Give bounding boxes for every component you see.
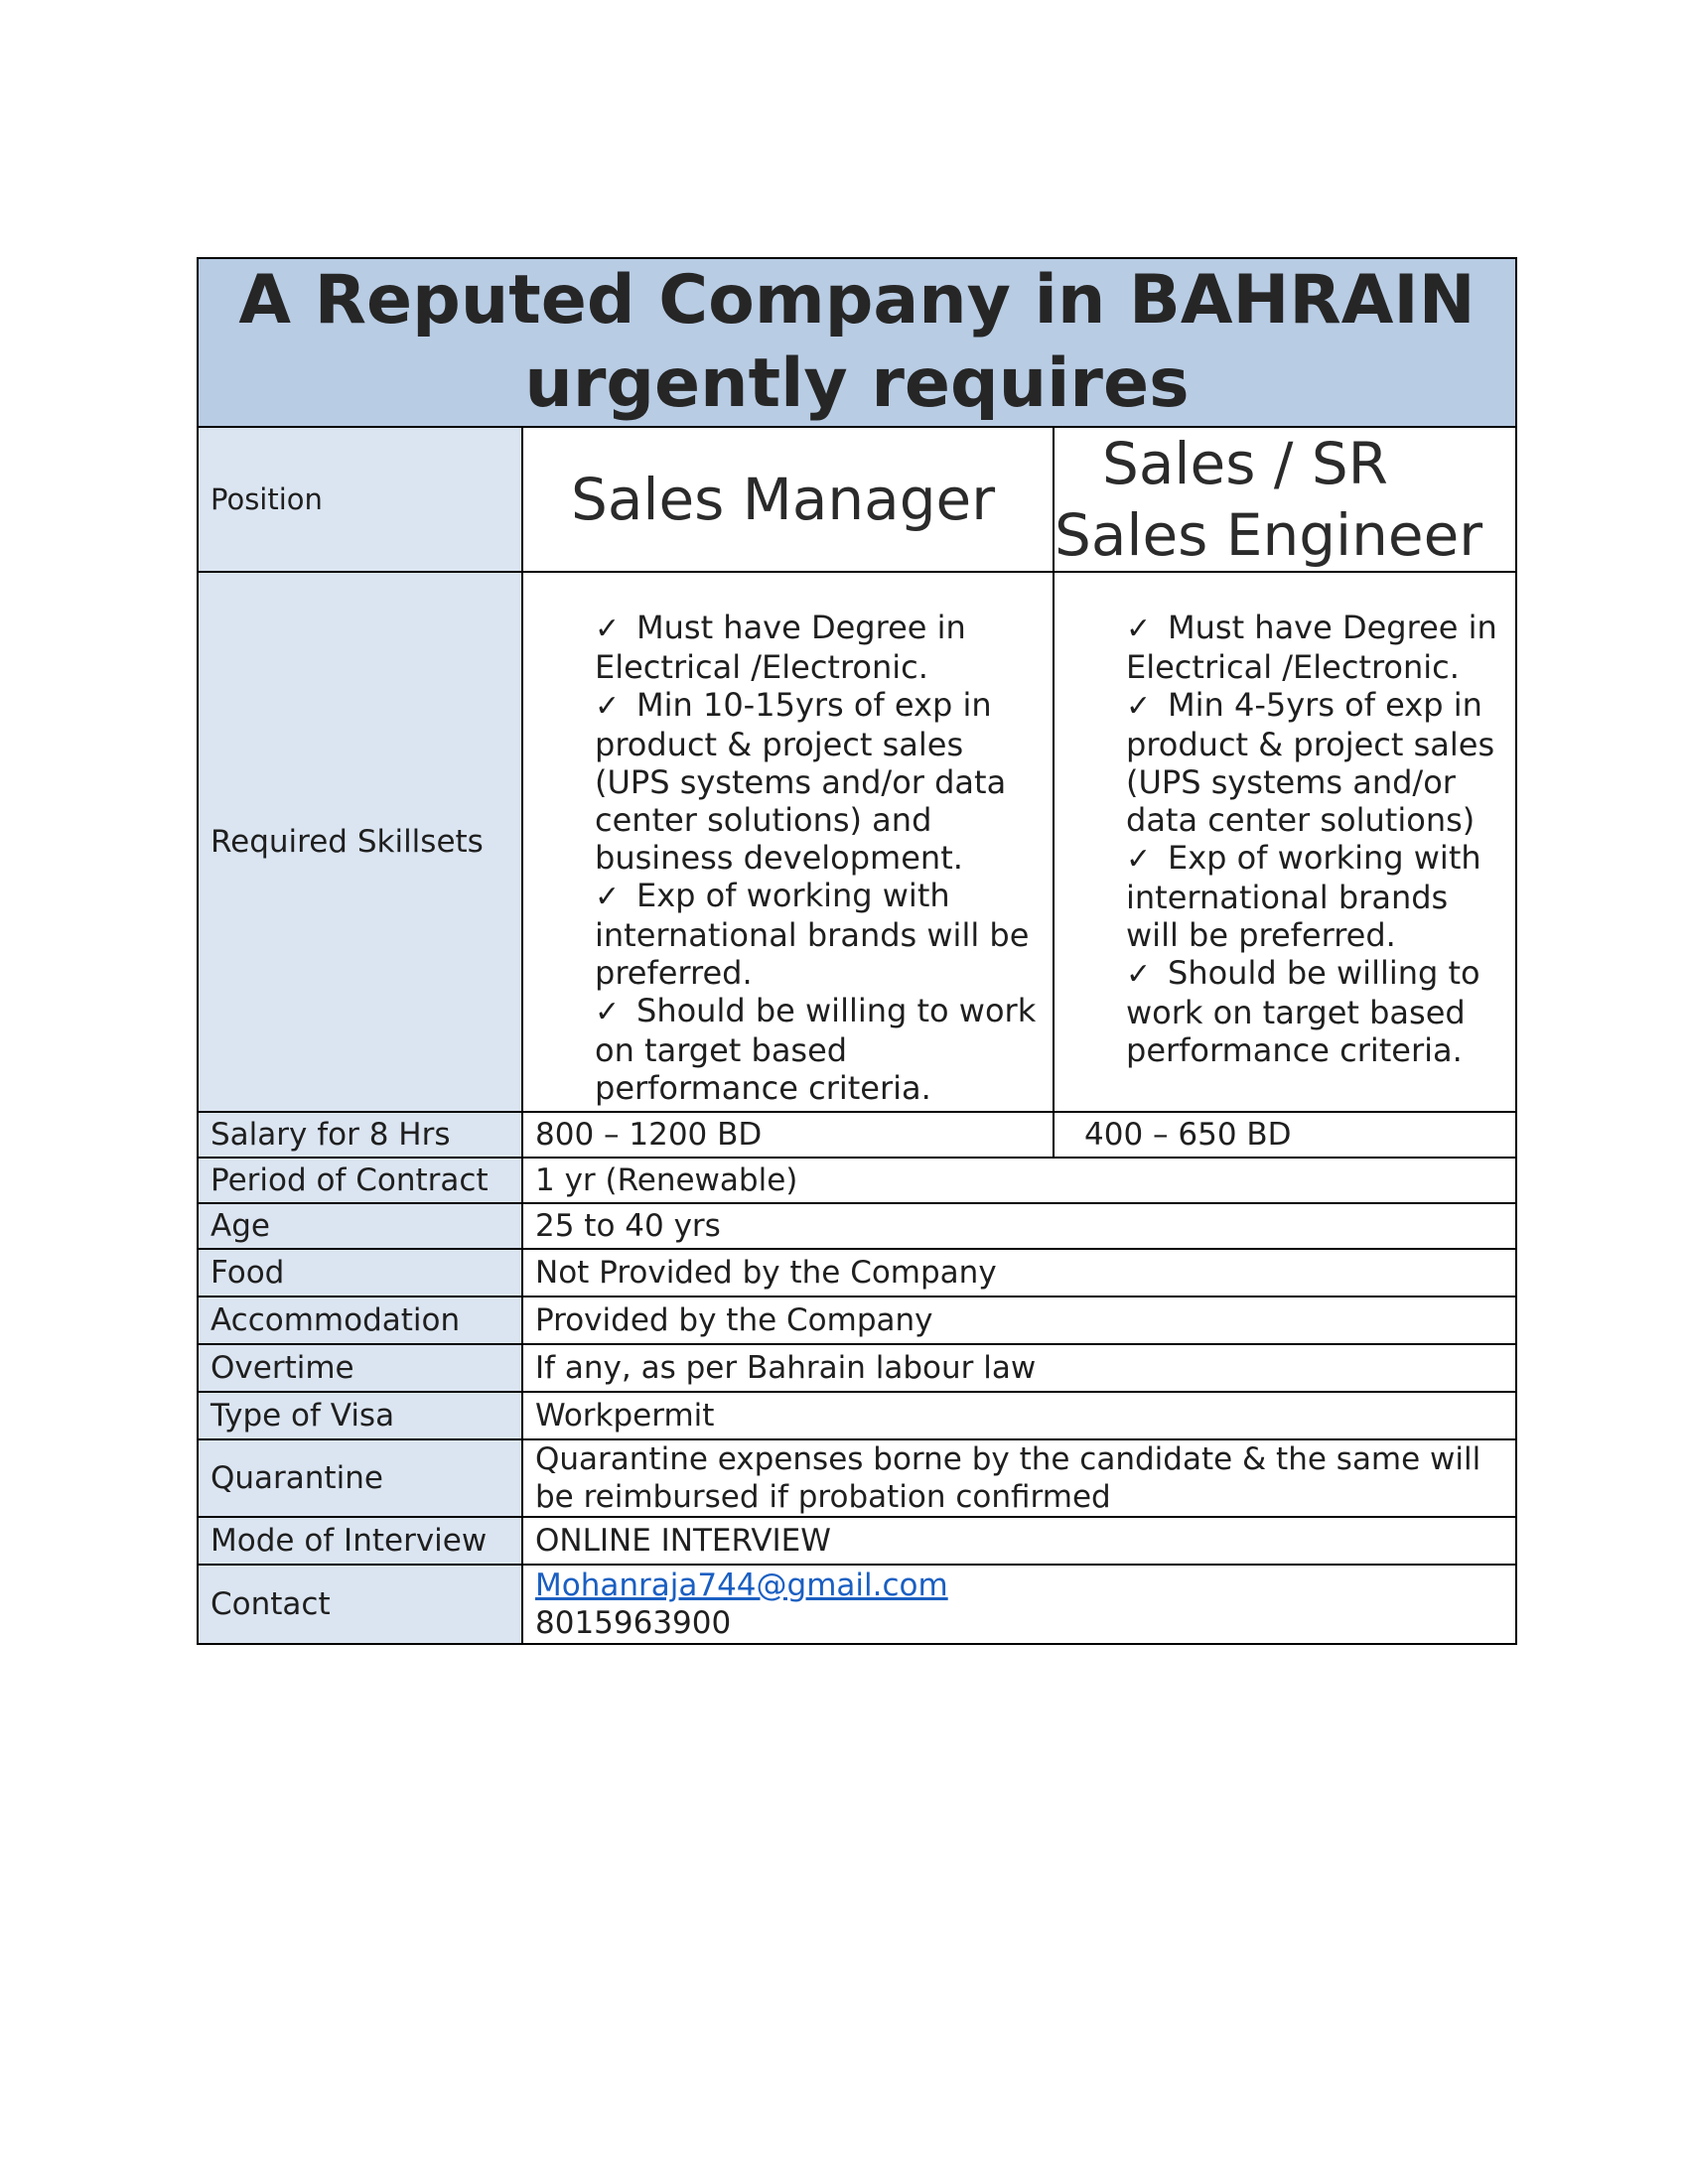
row-value: Quarantine expenses borne by the candidate & the same will be reimbursed if probation confirmed	[522, 1439, 1516, 1517]
contact-email-link[interactable]: Mohanraja744@gmail.com	[535, 1568, 948, 1603]
contact-label: Contact	[198, 1565, 522, 1644]
skills-list-manager	[522, 572, 1054, 1112]
row-value: Not Provided by the Company	[522, 1249, 1516, 1297]
row-label: Age	[198, 1203, 522, 1249]
check-icon: ✓	[595, 995, 621, 1029]
row-label: Period of Contract	[198, 1158, 522, 1203]
header-title-line1: A Reputed Company in BAHRAIN	[238, 261, 1476, 340]
job-advert-table	[197, 257, 1517, 1645]
contact-value	[522, 1565, 1516, 1644]
check-icon: ✓	[595, 689, 621, 724]
row-label: Quarantine	[198, 1439, 522, 1517]
skill-item: ✓ Should be willing to work on target based performance criteria.	[595, 992, 1037, 1107]
header-cell	[198, 258, 1516, 427]
row-label: Type of Visa	[198, 1392, 522, 1439]
skill-item: ✓ Exp of working with international brands will be preferred.	[595, 877, 1030, 992]
row-label: Accommodation	[198, 1297, 522, 1344]
salary-label: Salary for 8 Hrs	[198, 1112, 522, 1158]
position-col2-line1: Sales / SR	[1102, 430, 1388, 497]
skill-item: ✓ Must have Degree in Electrical /Electronic.	[595, 609, 966, 686]
row-value: If any, as per Bahrain labour law	[522, 1344, 1516, 1392]
skills-label: Required Skillsets	[198, 572, 522, 1112]
salary-manager: 800 – 1200 BD	[522, 1112, 1054, 1158]
row-value: Provided by the Company	[522, 1297, 1516, 1344]
check-icon: ✓	[1126, 612, 1152, 646]
skill-item: ✓ Min 4-5yrs of exp in product & project sales (UPS systems and/or data center solutions)	[1126, 686, 1495, 839]
skill-item: ✓ Should be willing to work on target based performance criteria.	[1126, 954, 1480, 1069]
row-label: Overtime	[198, 1344, 522, 1392]
header-title-line2: urgently requires	[524, 344, 1190, 423]
row-label: Food	[198, 1249, 522, 1297]
skill-item: ✓ Exp of working with international brands will be preferred.	[1126, 839, 1481, 954]
skill-item: ✓ Min 10-15yrs of exp in product & project sales (UPS systems and/or data center solutions) and business development.	[595, 686, 1007, 877]
row-value: ONLINE INTERVIEW	[522, 1517, 1516, 1565]
check-icon: ✓	[1126, 957, 1152, 992]
position-sales-engineer	[1054, 427, 1516, 572]
check-icon: ✓	[1126, 842, 1152, 877]
position-label: Position	[198, 427, 522, 572]
contact-phone: 8015963900	[535, 1605, 732, 1641]
row-label: Mode of Interview	[198, 1517, 522, 1565]
position-sales-manager: Sales Manager	[522, 427, 1054, 572]
check-icon: ✓	[595, 880, 621, 914]
skill-item: ✓ Must have Degree in Electrical /Electronic.	[1126, 609, 1497, 686]
skills-list-engineer	[1054, 572, 1516, 1112]
check-icon: ✓	[1126, 689, 1152, 724]
salary-engineer: 400 – 650 BD	[1054, 1112, 1516, 1158]
row-value: Workpermit	[522, 1392, 1516, 1439]
row-value: 25 to 40 yrs	[522, 1203, 1516, 1249]
row-value: 1 yr (Renewable)	[522, 1158, 1516, 1203]
position-col2-line2: Sales Engineer	[1055, 501, 1483, 569]
check-icon: ✓	[595, 612, 621, 646]
